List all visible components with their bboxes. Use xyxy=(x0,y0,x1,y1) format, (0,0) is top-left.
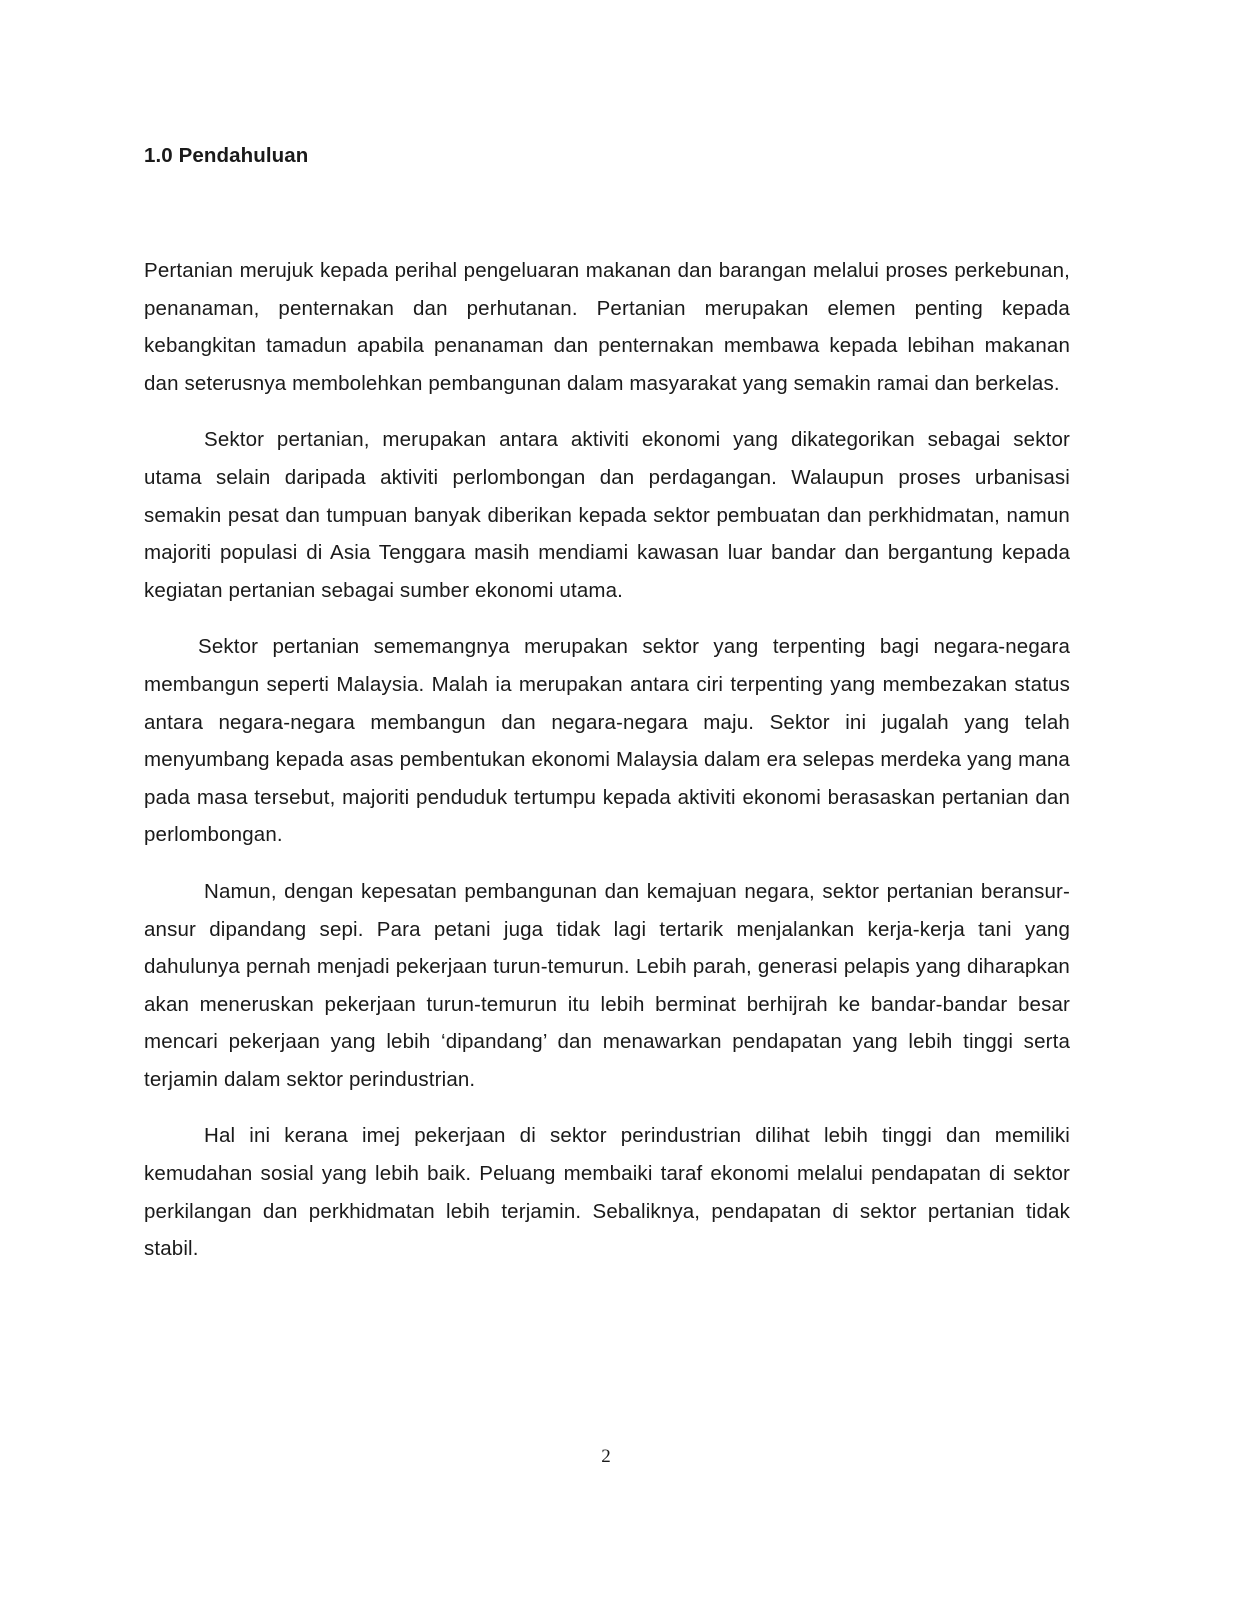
paragraph-4: Namun, dengan kepesatan pembangunan dan kemajuan negara, sektor pertanian beransur-ansur dipandang sepi. Para petani juga tidak lagi tertarik menjalankan kerja-kerja tani yang dahulunya pernah menjadi pekerjaan turun-temurun. Lebih parah, generasi pelapis yang diharapkan akan meneruskan pekerjaan turun-temurun itu lebih berminat berhijrah ke bandar-bandar besar mencari pekerjaan yang lebih ‘dipandang’ dan menawarkan pendapatan yang lebih tinggi serta terjamin dalam sektor perindustrian. xyxy=(144,879,1070,1091)
section-heading: 1.0 Pendahuluan xyxy=(144,144,309,167)
paragraph-5: Hal ini kerana imej pekerjaan di sektor perindustrian dilihat lebih tinggi dan memiliki kemudahan sosial yang lebih baik. Peluang membaiki taraf ekonomi melalui pendapatan di sektor perkilangan dan perkhidmatan lebih terjamin. Sebaliknya, pendapatan di sektor pertanian tidak stabil. xyxy=(144,1124,1070,1261)
paragraph-3: Sektor pertanian sememangnya merupakan sektor yang terpenting bagi negara-negara membangun seperti Malaysia. Malah ia merupakan antara ciri terpenting yang membezakan status antara negara-negara membangun dan negara-negara maju. Sektor ini jugalah yang telah menyumbang kepada asas pembentukan ekonomi Malaysia dalam era selepas merdeka yang mana pada masa tersebut, majoriti penduduk tertumpu kepada aktiviti ekonomi berasaskan pertanian dan perlombongan. xyxy=(144,635,1070,847)
body-text xyxy=(144,252,1070,1287)
paragraph-2: Sektor pertanian, merupakan antara aktiviti ekonomi yang dikategorikan sebagai sektor utama selain daripada aktiviti perlombongan dan perdagangan. Walaupun proses urbanisasi semakin pesat dan tumpuan banyak diberikan kepada sektor pembuatan dan perkhidmatan, namun majoriti populasi di Asia Tenggara masih mendiami kawasan luar bandar dan bergantung kepada kegiatan pertanian sebagai sumber ekonomi utama. xyxy=(144,428,1070,602)
page-number: 2 xyxy=(601,1446,611,1467)
paragraph-1: Pertanian merujuk kepada perihal pengeluaran makanan dan barangan melalui proses perkebunan, penanaman, penternakan dan perhutanan. Pertanian merupakan elemen penting kepada kebangkitan tamadun apabila penanaman dan penternakan membawa kepada lebihan makanan dan seterusnya membolehkan pembangunan dalam masyarakat yang semakin ramai dan berkelas. xyxy=(144,259,1070,395)
